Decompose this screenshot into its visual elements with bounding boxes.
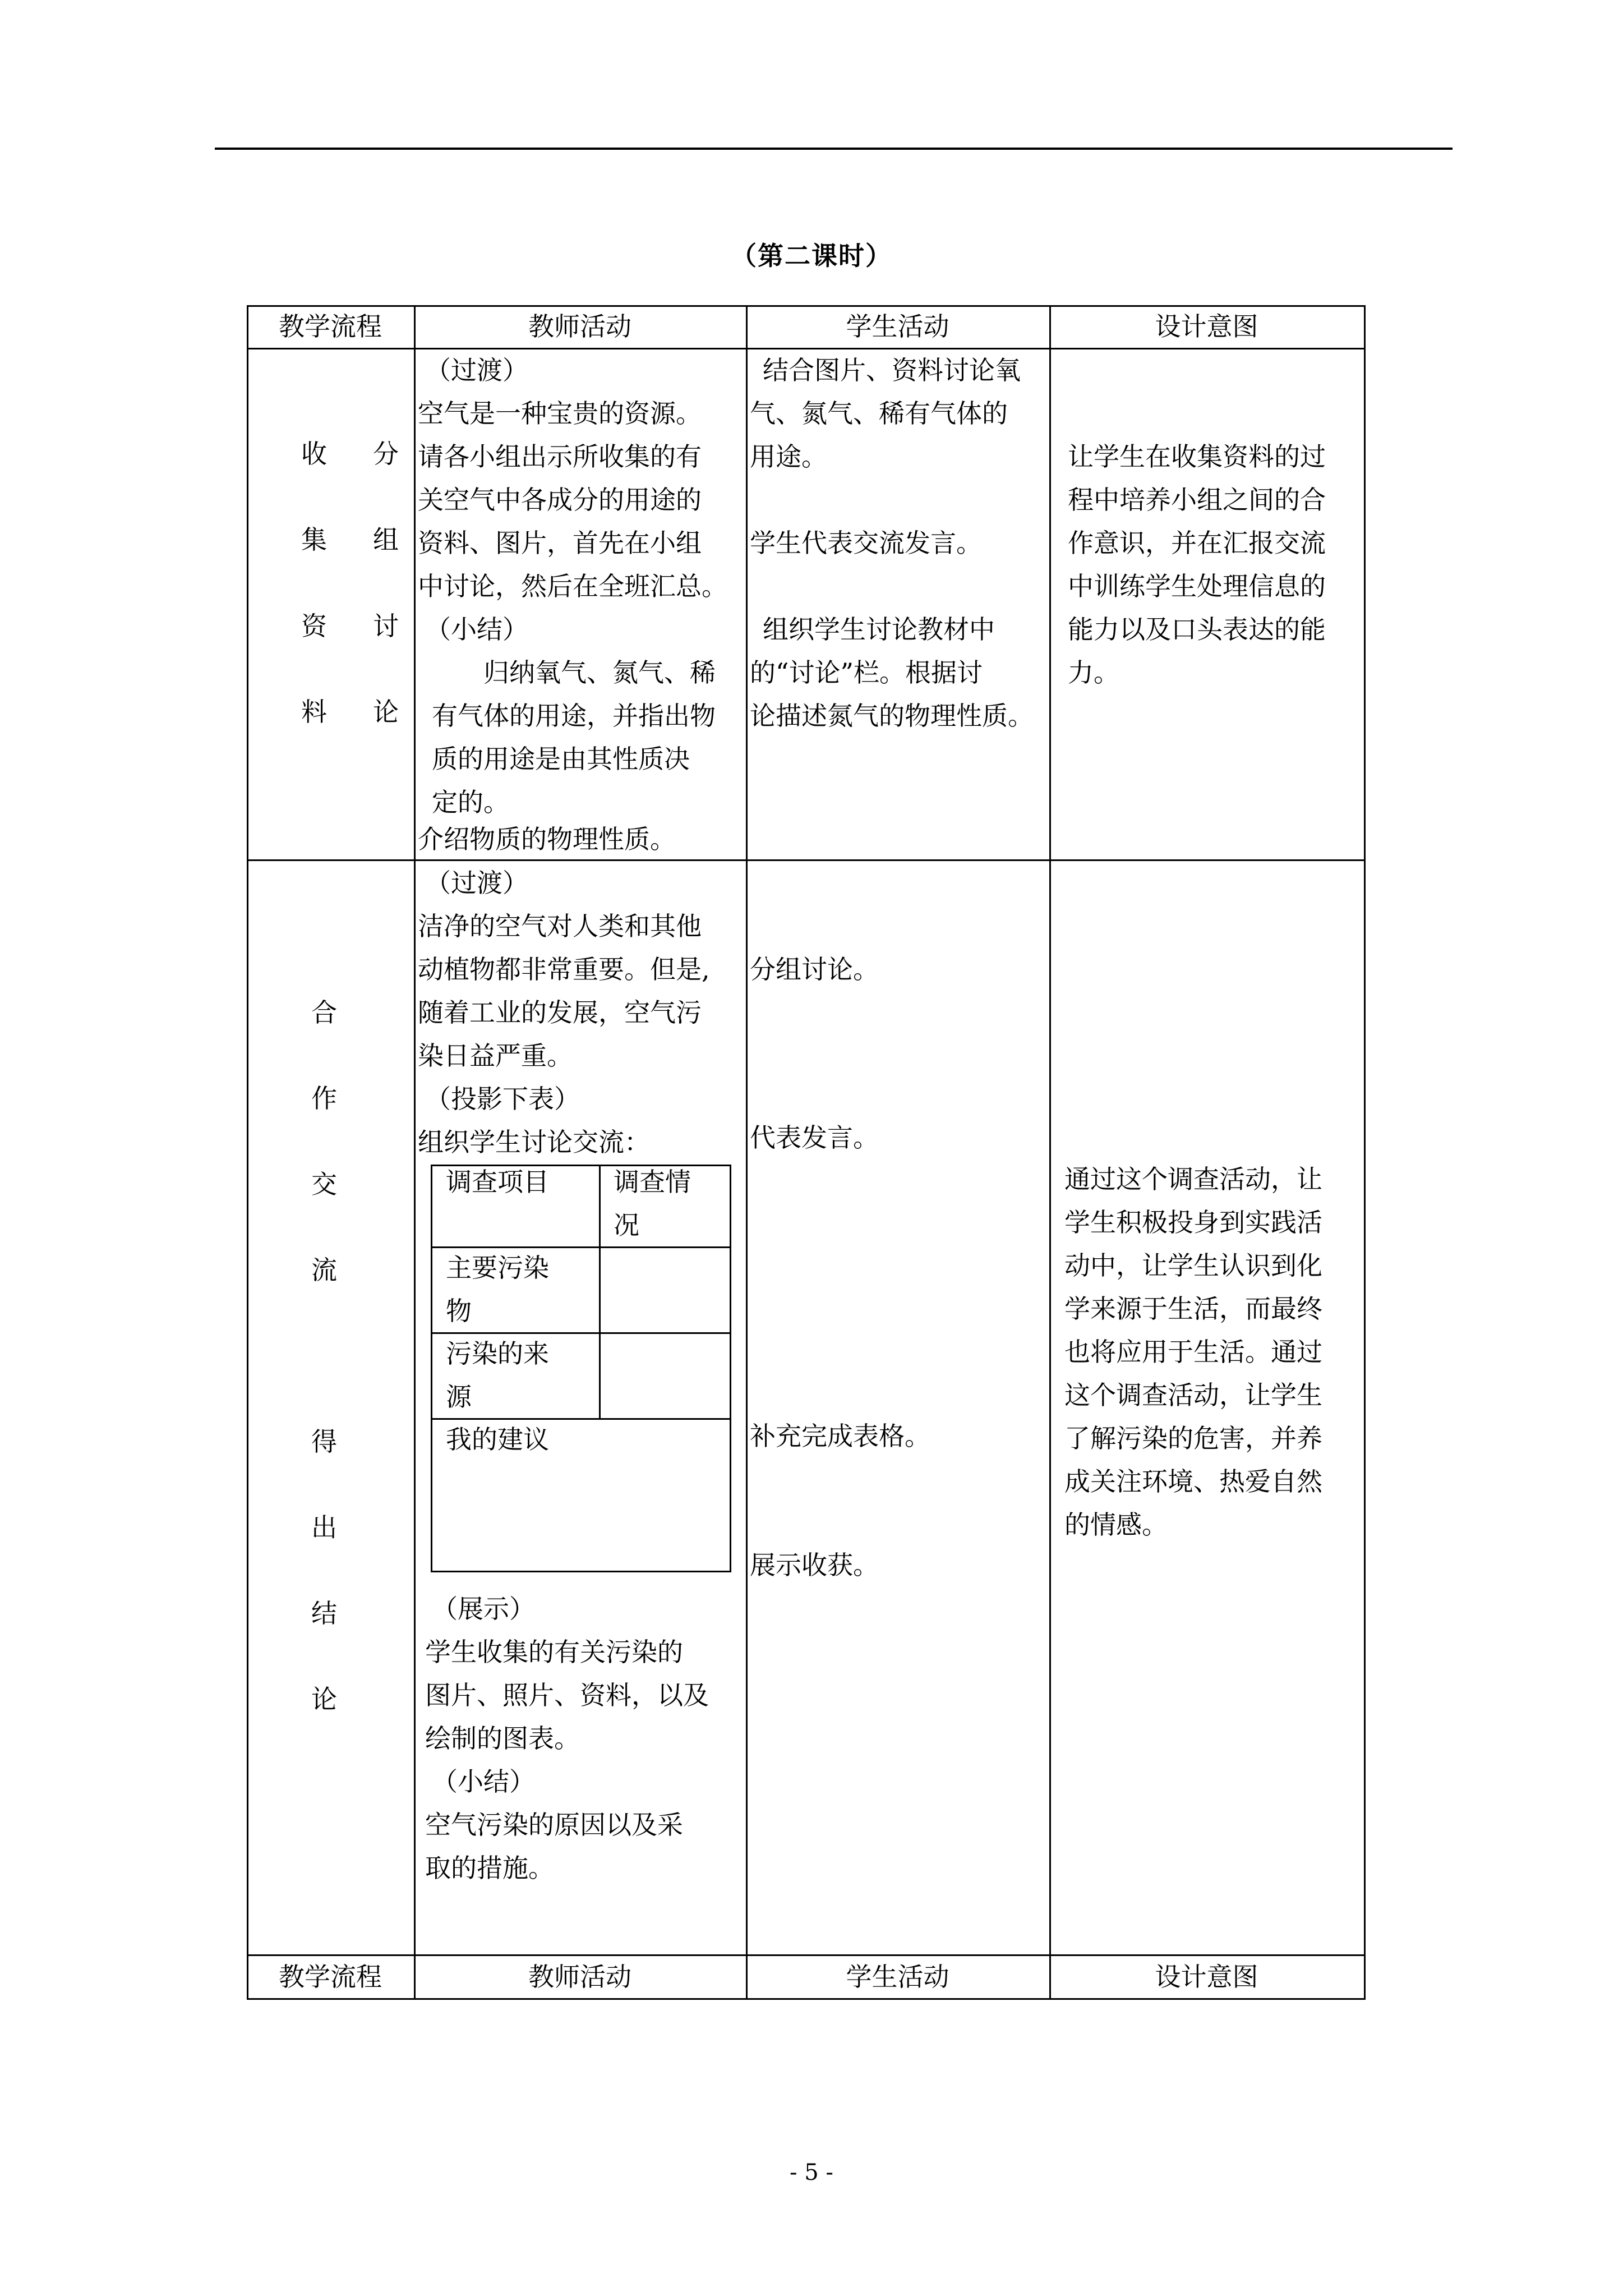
design-line: 程中培养小组之间的合 [1068,485,1326,515]
teacher-line: 空气是一种宝贵的资源。 [418,398,702,429]
teacher-line: 取的措施。 [425,1853,554,1883]
design-line: 这个调查活动，让学生 [1064,1380,1322,1410]
teacher-line: 组织学生讨论交流： [418,1127,650,1157]
flow-char: 交 [311,1169,337,1199]
design-line: 作意识，并在汇报交流 [1068,528,1326,558]
footer-header-teacher: 教师活动 [528,1962,631,1992]
survey-cell: 我的建议 [446,1424,549,1455]
survey-cell: 调查项目 [446,1167,549,1197]
flow-char: 作 [311,1083,337,1114]
page-title: （第二课时） [731,241,892,271]
design-line: 通过这个调查活动，让 [1064,1164,1322,1194]
survey-cell: 污染的来 [446,1338,549,1369]
teacher-line: 关空气中各成分的用途的 [418,485,702,515]
survey-cell: 源 [446,1382,472,1412]
student-line: 用途。 [750,441,827,472]
design-line: 中训练学生处理信息的 [1068,571,1326,601]
flow-char: 料 [301,697,327,727]
flow-char: 结 [311,1598,337,1628]
flow-char: 讨 [373,611,399,641]
teacher-line: 有气体的用途，并指出物 [432,701,716,731]
student-line: 气、氮气、稀有气体的 [750,398,1008,429]
teacher-line: （展示） [432,1594,535,1624]
design-line: 学生积极投身到实践活 [1064,1207,1322,1237]
design-line: 学来源于生活，而最终 [1064,1294,1322,1324]
teacher-line: （小结） [432,1766,535,1797]
teacher-line: 随着工业的发展，空气污 [418,997,702,1028]
teacher-line: （投影下表） [425,1084,580,1114]
teacher-line: （过渡） [425,355,528,385]
design-line: 了解污染的危害，并养 [1064,1423,1322,1453]
footer-header-student: 学生活动 [846,1962,949,1992]
student-line: 分组讨论。 [750,954,879,984]
table-border-right [1364,305,1366,2000]
header-flow: 教学流程 [279,311,382,342]
table-border-left [247,305,248,2000]
footer-header-design: 设计意图 [1155,1962,1258,1992]
header-design: 设计意图 [1155,311,1258,342]
design-line: 让学生在收集资料的过 [1068,441,1326,472]
flow-char: 论 [311,1684,337,1714]
survey-cell: 主要污染 [446,1253,549,1283]
student-line: 代表发言。 [750,1122,879,1153]
flow-char: 组 [373,524,399,555]
teacher-line: 归纳氧气、氮气、稀 [432,657,716,688]
teacher-line: 绘制的图表。 [425,1723,580,1754]
teacher-line: 图片、照片、资料，以及 [425,1680,709,1710]
design-line: 成关注环境、热爱自然 [1064,1466,1322,1497]
flow-char: 论 [373,697,399,727]
teacher-line: 洁净的空气对人类和其他 [418,911,702,941]
teacher-line: 空气污染的原因以及采 [425,1810,683,1840]
flow-char: 流 [311,1255,337,1285]
student-line: 的“讨论”栏。根据讨 [750,657,983,688]
flow-char: 出 [311,1512,337,1543]
student-line: 展示收获。 [750,1550,879,1580]
teacher-line: 染日益严重。 [418,1041,573,1071]
teacher-line: 介绍物质的物理性质。 [418,824,676,854]
teacher-line: 定的。 [432,787,509,817]
survey-cell: 调查情 [614,1167,691,1197]
header-student: 学生活动 [846,311,949,342]
teacher-line: 质的用途是由其性质决 [432,744,690,774]
teacher-line: （过渡） [425,868,528,898]
table-col-rule-2 [746,305,748,2000]
student-line: 学生代表交流发言。 [750,528,982,558]
survey-table-rule [599,1165,601,1420]
teacher-line: 中讨论，然后在全班汇总。 [418,571,727,601]
survey-table-border [730,1165,731,1572]
flow-char: 资 [301,611,327,641]
teacher-line: 动植物都非常重要。但是, [418,954,710,984]
page-number: - 5 - [790,2160,833,2185]
header-teacher: 教师活动 [528,311,631,342]
design-line: 能力以及口头表达的能 [1068,614,1326,645]
teacher-line: 请各小组出示所收集的有 [418,441,702,472]
survey-cell: 况 [614,1210,639,1240]
design-line: 的情感。 [1064,1510,1168,1540]
flow-char: 分 [373,439,399,469]
footer-header-flow: 教学流程 [279,1962,382,1992]
design-line: 也将应用于生活。通过 [1064,1337,1322,1367]
survey-table-border [431,1165,432,1572]
survey-cell: 物 [446,1296,472,1326]
teacher-line: （小结） [425,614,528,645]
table-col-rule-3 [1049,305,1051,2000]
flow-char: 合 [311,997,337,1028]
student-line: 结合图片、资料讨论氧 [763,355,1021,385]
survey-table-border [431,1571,731,1572]
student-line: 补充完成表格。 [750,1421,930,1451]
header-rule [215,148,1453,150]
flow-char: 集 [301,524,327,555]
teacher-line: 资料、图片，首先在小组 [418,528,702,558]
student-line: 组织学生讨论教材中 [763,614,995,645]
flow-char: 得 [311,1427,337,1457]
teacher-line: 学生收集的有关污染的 [425,1637,683,1667]
student-line: 论描述氮气的物理性质。 [750,701,1034,731]
flow-char: 收 [301,439,327,469]
table-col-rule-1 [414,305,416,2000]
design-line: 动中，让学生认识到化 [1064,1250,1322,1281]
design-line: 力。 [1068,657,1119,688]
